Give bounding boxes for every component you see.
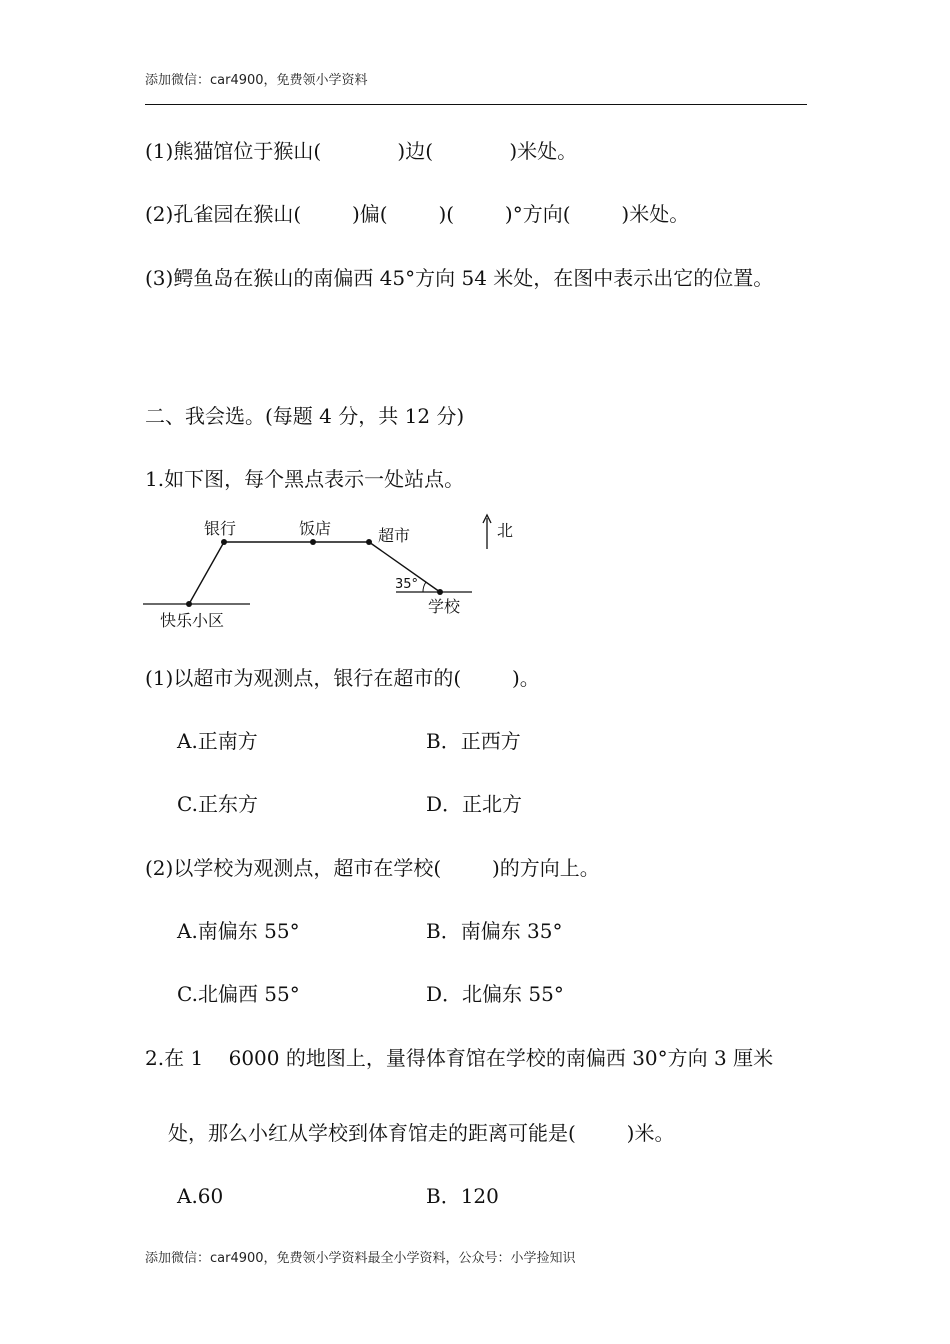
problem-1-sub-2: (2)以学校为观测点，超市在学校( )的方向上。 bbox=[145, 856, 600, 880]
option-3-b: B．120 bbox=[426, 1184, 499, 1208]
option-2-c: C.北偏西 55° bbox=[177, 982, 300, 1006]
school-dot bbox=[437, 589, 443, 595]
problem-1-intro: 1.如下图，每个黑点表示一处站点。 bbox=[145, 467, 465, 491]
option-2-a: A.南偏东 55° bbox=[177, 919, 300, 943]
community-dot bbox=[186, 601, 192, 607]
problem-2-line-2: 处，那么小红从学校到体育馆走的距离可能是( )米。 bbox=[168, 1121, 675, 1145]
market-label: 超市 bbox=[378, 526, 411, 545]
option-3-a: A.60 bbox=[177, 1184, 224, 1208]
north-label: 北 bbox=[497, 521, 514, 540]
angle-label: 35° bbox=[395, 577, 419, 592]
route-map-figure bbox=[140, 508, 540, 638]
bank-dot bbox=[221, 539, 227, 545]
section-title: 二、我会选。(每题 4 分，共 12 分) bbox=[145, 404, 465, 428]
page-footer: 添加微信：car4900，免费领小学资料最全小学资料，公众号：小学捡知识 bbox=[145, 1251, 576, 1266]
option-2-b: B．南偏东 35° bbox=[426, 919, 563, 943]
page-header: 添加微信：car4900，免费领小学资料 bbox=[145, 73, 368, 88]
problem-2-line-1: 2.在 1 6000 的地图上，量得体育馆在学校的南偏西 30°方向 3 厘米 bbox=[145, 1046, 774, 1070]
option-2-d: D．北偏东 55° bbox=[426, 982, 564, 1006]
option-1-b: B．正西方 bbox=[426, 729, 521, 753]
school-label: 学校 bbox=[428, 597, 461, 616]
option-1-a: A.正南方 bbox=[177, 729, 258, 753]
hotel-dot bbox=[310, 539, 316, 545]
market-dot bbox=[366, 539, 372, 545]
hotel-label: 饭店 bbox=[299, 519, 332, 538]
bank-label: 银行 bbox=[204, 519, 237, 538]
problem-1-sub-1: (1)以超市为观测点，银行在超市的( )。 bbox=[145, 666, 540, 690]
question-1: (1)熊猫馆位于猴山( )边( )米处。 bbox=[145, 139, 578, 163]
question-3: (3)鳄鱼岛在猴山的南偏西 45°方向 54 米处，在图中表示出它的位置。 bbox=[145, 266, 774, 290]
question-2: (2)孔雀园在猴山( )偏( )( )°方向( )米处。 bbox=[145, 202, 690, 226]
route-path bbox=[189, 542, 440, 604]
angle-arc bbox=[423, 582, 426, 592]
community-label: 快乐小区 bbox=[160, 611, 225, 630]
header-rule bbox=[145, 104, 807, 105]
option-1-c: C.正东方 bbox=[177, 792, 258, 816]
option-1-d: D．正北方 bbox=[426, 792, 523, 816]
